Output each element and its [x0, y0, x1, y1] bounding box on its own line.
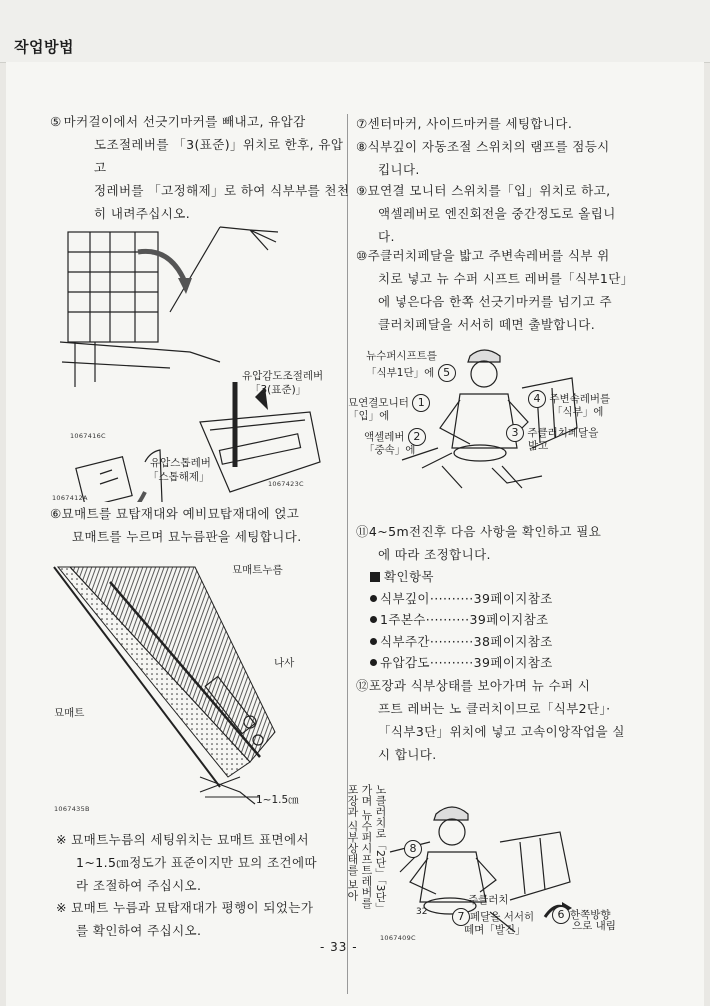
stop-lever-position-label: 「스톱해제」 [148, 471, 210, 483]
step-12-line: 시 합니다. [378, 747, 437, 762]
step-12-marker: ⑫ [356, 678, 369, 693]
label-gear-lever-pos: 「식부」에 [552, 406, 604, 418]
label-clutch-release-2: 7 페달을 서서히 [452, 908, 534, 926]
hydraulic-lever-label: 유압감도조절레버 [242, 370, 324, 382]
step-12-line: 프트 레버는 노 클러치이므로「식부2단」· [378, 701, 611, 716]
figure-seedling-mat [50, 562, 335, 812]
step-11-line: 4~5m전진후 다음 사항을 확인하고 필요 [368, 524, 602, 539]
callout-6: 6 [552, 906, 570, 924]
bullet-icon [370, 595, 377, 602]
step-8-marker: ⑧ [356, 139, 368, 154]
seedling-mat-illustration [50, 562, 335, 812]
step-6 [50, 502, 335, 548]
label-accel-lever-pos: 「중속」에 [364, 444, 416, 456]
mat-press-label: 묘매트누름 [232, 564, 283, 576]
note-line: 묘매트누름의 세팅위치는 묘매트 표면에서 [71, 832, 309, 847]
step-10-line: 클러치페달을 서서히 떼면 출발합니다. [378, 317, 596, 332]
figure-code: 1067435B [54, 805, 90, 813]
label-clutch-release: 주클러치 [468, 894, 509, 906]
step-8-line: 식부깊이 자동조절 스위치의 램프를 점등시 [367, 139, 610, 154]
figure-start-operation [342, 348, 632, 498]
label-marker-down-2: 으로 내림 [572, 920, 616, 932]
manual-page [6, 62, 704, 1006]
callout-5: 5 [438, 364, 456, 382]
callout-2: 2 [408, 428, 426, 446]
step-10 [356, 244, 636, 336]
note-line: 라 조절하여 주십시오. [76, 878, 202, 893]
stop-lever-label: 유압스톱레버 [150, 457, 211, 469]
figure-high-speed-planting [340, 782, 630, 942]
step-11 [356, 520, 641, 566]
note-line: 를 확인하여 주십시오. [76, 923, 202, 938]
check-items-title: 확인항목 [370, 566, 630, 588]
page-header [0, 0, 710, 63]
gap-label: 1~1.5㎝ [256, 794, 299, 806]
step-10-line: 주클러치페달을 밟고 주변속레버를 식부 위 [367, 248, 610, 263]
step-12-line: 포장과 식부상태를 보아가며 뉴 수퍼 시 [368, 678, 591, 693]
step-5-line: 히 내려주십시오. [94, 206, 191, 221]
check-item: 식부주간··········38페이지참조 [370, 631, 630, 653]
step-9-line: 다. [378, 229, 395, 244]
step-6-line: 묘매트를 묘탑재대와 예비묘탑재대에 얹고 [61, 506, 300, 521]
page-number: - 33 - [320, 940, 358, 954]
label-clutch-release-3: 떼며「발진」 [464, 924, 526, 936]
callout-7: 7 [452, 908, 470, 926]
check-item: 유압감도··········39페이지참조 [370, 652, 630, 674]
screw-label: 나사 [274, 657, 295, 669]
figure-code: 1067423C [268, 480, 304, 488]
step-7 [356, 112, 626, 135]
note-1 [56, 828, 341, 897]
note-mark: ※ [56, 832, 67, 847]
step-9-marker: ⑨ [356, 183, 368, 198]
label-shift-lever-pos: 「식부1단」에 5 [366, 364, 456, 382]
note-2 [56, 896, 341, 942]
label-marker-down: 6 한쪽방향 [552, 906, 611, 924]
step-5-marker: ⑤ [50, 114, 62, 129]
hydraulic-lever-position-label: 「3(표준)」 [250, 384, 307, 396]
step-5-line: 도조절레버를 「3(표준)」위치로 한후, 유압고 [94, 137, 344, 175]
step-10-line: 에 넣은다음 한쪽 선긋기마커를 넘기고 주 [378, 294, 612, 309]
step-10-line: 치로 넣고 뉴 수퍼 시프트 레버를「식부1단」 [378, 271, 634, 286]
figure-hydraulic-levers [50, 212, 330, 502]
step-12 [356, 674, 641, 766]
mat-label: 묘매트 [54, 707, 85, 719]
figure-code: 1067412A [52, 494, 88, 502]
note-mark: ※ [56, 900, 67, 915]
step-12-line: 「식부3단」위치에 넣고 고속이앙작업을 실 [378, 724, 625, 739]
vertical-note-1: 노클러치로「2단」「3단」 [374, 784, 387, 914]
bullet-icon [370, 638, 377, 645]
step-5-line: 마커걸이에서 선긋기마커를 빼내고, 유압감 [63, 114, 306, 129]
bullet-icon [370, 616, 377, 623]
check-item: 식부깊이··········39페이지참조 [370, 588, 630, 610]
label-shift-lever: 뉴수퍼시프트를 [366, 350, 438, 362]
step-8 [356, 135, 636, 181]
label-seed-monitor: 묘연결모니터 1 [348, 394, 430, 412]
square-bullet-icon [370, 572, 380, 582]
small-number: 32 [416, 907, 428, 917]
step-7-text: 센터마커, 사이드마커를 세팅합니다. [367, 116, 573, 131]
label-clutch-pedal: 3 주클러치페달을 [506, 424, 598, 442]
step-10-marker: ⑩ [356, 248, 368, 263]
note-line: 1~1.5㎝정도가 표준이지만 묘의 조건에따 [76, 855, 317, 870]
label-gear-lever: 4 주변속레버를 [528, 390, 610, 408]
step-7-marker: ⑦ [356, 116, 368, 131]
step-6-line: 묘매트를 누르며 묘누름판을 세팅합니다. [72, 529, 302, 544]
callout-3: 3 [506, 424, 524, 442]
label-seed-monitor-pos: 「입」에 [348, 410, 390, 422]
figure-code: 1067416C [70, 432, 106, 440]
callout-1: 1 [412, 394, 430, 412]
label-clutch-pedal-action: 밟고 [528, 440, 549, 452]
step-5 [50, 110, 352, 225]
step-9-line: 액셀레버로 엔진회전을 중간정도로 올립니 [378, 206, 616, 221]
figure-code: 1067409C [380, 934, 416, 942]
step-9 [356, 179, 636, 248]
vertical-note-3: 포장과 식부상태를 보아 [346, 784, 359, 901]
vertical-note-2: 가며 뉴수퍼시프트레버를 [360, 784, 373, 909]
section-title: 작업방법 [14, 38, 74, 56]
step-9-line: 묘연결 모니터 스위치를「입」위치로 하고, [367, 183, 611, 198]
step-11-marker: ⑪ [356, 524, 369, 539]
check-item: 1주본수··········39페이지참조 [370, 609, 630, 631]
check-items [370, 566, 630, 674]
callout-4: 4 [528, 390, 546, 408]
step-8-line: 킵니다. [378, 162, 420, 177]
bullet-icon [370, 659, 377, 666]
step-5-line: 정레버를 「고정해제」로 하여 식부부를 천천 [94, 183, 350, 198]
step-11-line: 에 따라 조정합니다. [378, 547, 491, 562]
step-6-marker: ⑥ [50, 506, 62, 521]
callout-8: 8 [404, 840, 422, 858]
note-line: 묘매트 누름과 묘탑재대가 평행이 되었는가 [71, 900, 314, 915]
label-accel-lever: 액셀레버 2 [364, 428, 426, 446]
